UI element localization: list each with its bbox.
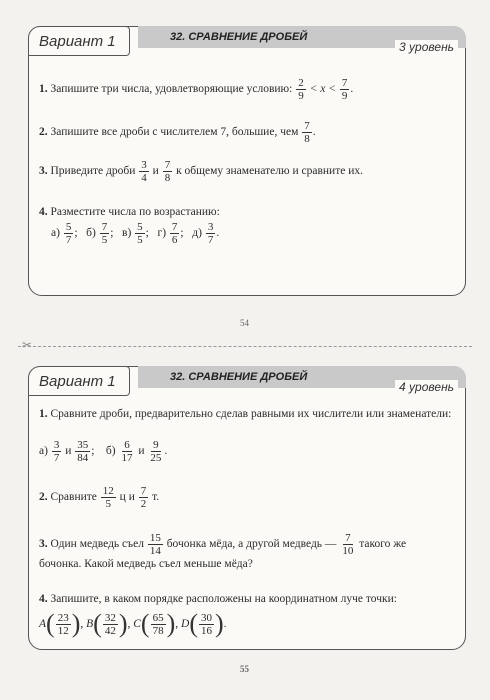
card-header xyxy=(28,366,466,398)
variant-tab: Вариант 1 xyxy=(28,26,130,56)
points-list xyxy=(39,611,455,637)
task-number: 4. xyxy=(39,593,48,605)
fraction: $\frac{3}{7}$ xyxy=(53,439,60,464)
scissors-icon: ✂ xyxy=(22,338,33,352)
fraction: $\frac{7}{9}$ xyxy=(341,77,348,102)
point-d: D ( 30 16 ) . xyxy=(181,609,227,638)
page-number: 54 xyxy=(240,318,249,328)
variant-tab: Вариант 1 xyxy=(28,366,130,396)
point-c: C ( 65 78 ) , xyxy=(133,609,179,638)
task-number: 1. xyxy=(39,83,48,96)
fraction: $\frac{7}{8}$ xyxy=(164,159,171,184)
unit: т. xyxy=(152,491,160,504)
task-number: 3. xyxy=(39,165,48,178)
fraction: $\frac{6}{17}$ xyxy=(121,439,133,464)
card-header xyxy=(28,26,466,58)
task-text: такого же xyxy=(359,538,407,551)
task-4 xyxy=(39,592,455,606)
level-label: 3 уровень xyxy=(395,40,458,54)
task-text-tail: к общему знаменателю и сравните их. xyxy=(176,165,363,178)
option-b: б) $\frac{7}{5}$ ; xyxy=(86,221,114,246)
level-label: 4 уровень xyxy=(395,380,458,394)
task-2: 2. Запишите все дроби с числителем 7, большие, чем $\frac{7}{8}$ . xyxy=(39,120,316,145)
task-text: Запишите, в каком порядке расположены на координатном луче точки: xyxy=(50,593,397,605)
task-4 xyxy=(39,205,455,219)
task-number: 3. xyxy=(39,538,48,551)
task-text: Сравните xyxy=(50,491,97,504)
point-b: B ( 32 42 ) , xyxy=(86,609,131,638)
conjunction: и xyxy=(152,165,159,178)
cut-line xyxy=(18,346,472,347)
fraction: $\frac{15}{14}$ xyxy=(149,532,161,557)
task-text: Один медведь съел xyxy=(50,538,144,551)
unit: ц xyxy=(119,491,126,504)
option-d: г) $\frac{7}{6}$ ; xyxy=(157,221,184,246)
conjunction: и xyxy=(128,491,135,504)
task-text: бочонка мёда, а другой медведь — xyxy=(166,538,337,551)
fraction: $\frac{35}{84}$ xyxy=(77,439,89,464)
task-3 xyxy=(39,159,455,184)
fraction: $\frac{7}{10}$ xyxy=(342,532,354,557)
task-number: 2. xyxy=(39,126,48,139)
topic-band: 32. СРАВНЕНИЕ ДРОБЕЙ xyxy=(138,366,466,388)
task-number: 1. xyxy=(39,408,48,420)
worksheet-card-level-3 xyxy=(28,26,466,296)
task-1: 1. Запишите три числа, удовлетворяющие условию: $\frac{2}{9}$ < x < $\frac{7}{9}$ . xyxy=(39,77,354,102)
conjunction: и xyxy=(65,445,72,458)
page-number: 55 xyxy=(240,664,249,674)
task-text: Запишите все дроби с числителем 7, большие, чем xyxy=(50,126,299,139)
task-text: Сравните дроби, предварительно сделав равными их числители или знаменатели: xyxy=(50,408,452,420)
ordering-options xyxy=(51,221,455,246)
task-text: Разместите числа по возрастанию: xyxy=(50,206,220,218)
option-label: а) xyxy=(39,445,48,458)
fraction: $\frac{3}{4}$ xyxy=(141,159,147,184)
task-3-cont xyxy=(39,557,455,571)
conjunction: и xyxy=(138,445,145,458)
fraction: $\frac{9}{25}$ xyxy=(150,439,162,464)
task-number: 4. xyxy=(39,206,48,218)
fraction: $\frac{7}{8}$ xyxy=(304,120,310,145)
worksheet-card-level-4 xyxy=(28,366,466,650)
topic-band: 32. СРАВНЕНИЕ ДРОБЕЙ xyxy=(138,26,466,48)
task-text: бочонка. Какой медведь съел меньше мёда? xyxy=(39,558,253,570)
option-a: а) $\frac{5}{7}$ ; xyxy=(51,221,78,246)
fraction: $\frac{2}{9}$ xyxy=(298,77,304,102)
option-c: в) $\frac{5}{5}$ ; xyxy=(122,221,149,246)
option-label: б) xyxy=(105,445,116,458)
inequality: < x < xyxy=(309,83,336,96)
task-text: Запишите три числа, удовлетворяющие условию: xyxy=(50,83,293,96)
task-number: 2. xyxy=(39,491,48,504)
point-a: A ( 23 12 ) , xyxy=(39,609,84,638)
task-text: Приведите дроби xyxy=(50,165,136,178)
fraction: $\frac{12}{5}$ xyxy=(102,485,114,510)
task-1-options: а) $\frac{3}{7}$ и $\frac{35}{84}$ ; б) $\frac{6}{17}$ и $\frac{9}{25}$ . xyxy=(39,439,168,464)
task-3 xyxy=(39,532,455,557)
fraction: $\frac{7}{2}$ xyxy=(140,485,147,510)
task-1 xyxy=(39,407,455,421)
task-2 xyxy=(39,485,455,510)
option-e: д) $\frac{3}{7}$ . xyxy=(192,221,220,246)
